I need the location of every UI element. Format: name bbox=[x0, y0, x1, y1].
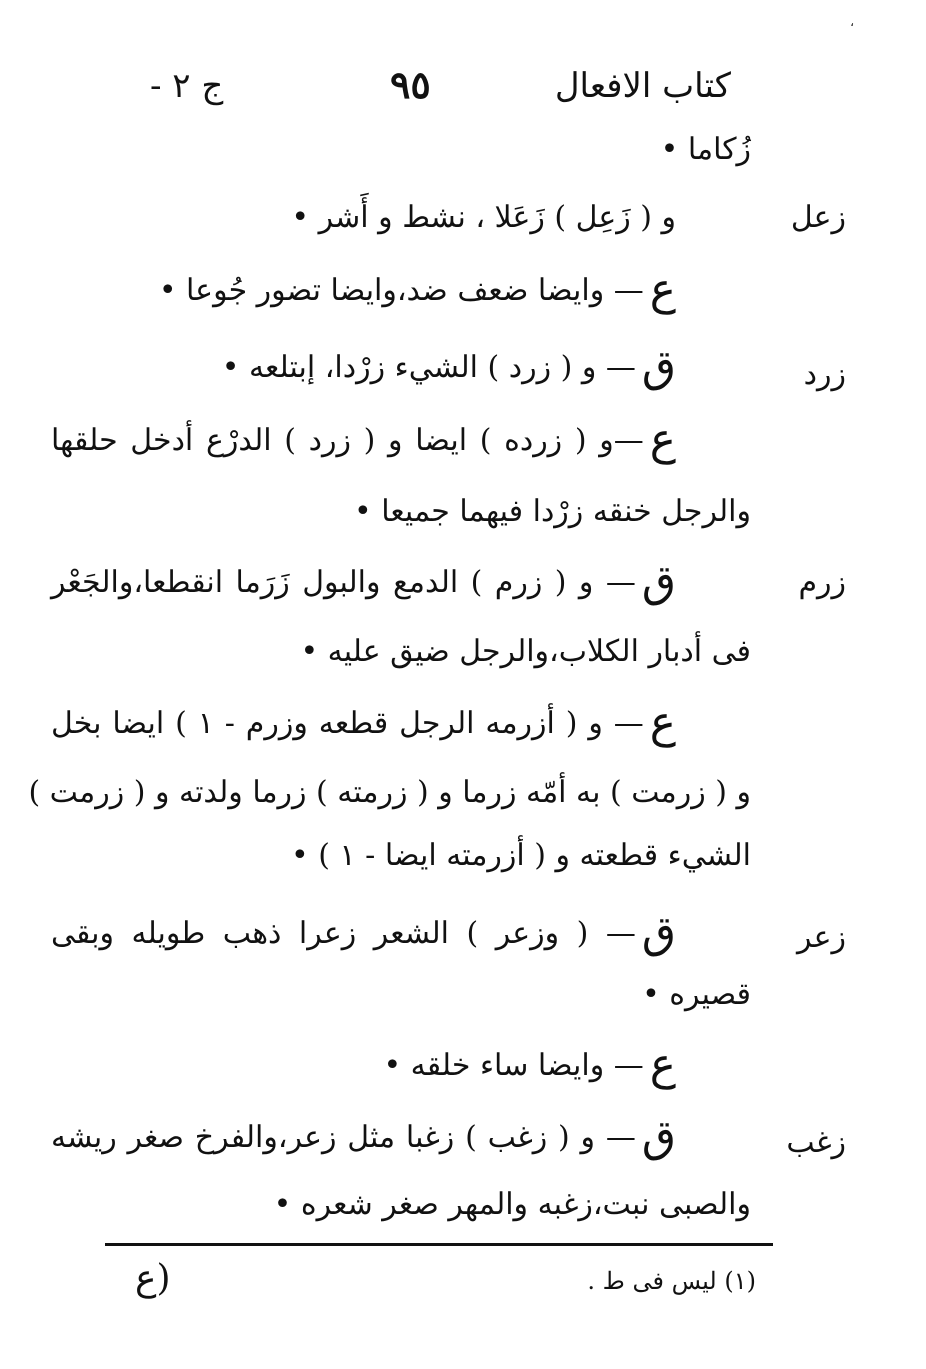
text-line bbox=[51, 556, 676, 607]
line-text: — و ( زرم ) الدمع والبول زَرَما انقطعا،والجَعْر bbox=[51, 565, 636, 600]
text-line bbox=[46, 264, 676, 315]
line-text: و ( زرمت ) به أمّه زرما و ( زرمته ) زرما ولدته و ( زرمت ) bbox=[28, 775, 751, 810]
root-word-zard: زرد bbox=[803, 357, 846, 392]
line-text: و ( زَعِل ) زَعَلا ، نشط و أَشر • bbox=[291, 200, 676, 235]
ain-marker: ع bbox=[649, 1039, 676, 1090]
text-line bbox=[51, 907, 676, 958]
root-word-zaal: زعل bbox=[790, 200, 846, 235]
text-line bbox=[121, 492, 751, 532]
root-word-zarm: زرم bbox=[798, 565, 846, 600]
text-line bbox=[121, 836, 751, 876]
ain-marker: ع bbox=[649, 264, 676, 315]
text-line bbox=[51, 697, 677, 748]
line-text: زُكاما • bbox=[660, 132, 751, 167]
footnote: (١) ليس فى ط . bbox=[587, 1267, 756, 1295]
line-text: — و ( أزرمه الرجل قطعه وزرم - ١ ) ايضا بخل bbox=[51, 706, 644, 741]
line-text: — ( وزعر ) الشعر زعرا ذهب طويله وبقى bbox=[51, 916, 636, 951]
text-line bbox=[46, 1039, 676, 1090]
qaf-marker: ق bbox=[641, 341, 676, 392]
text-line bbox=[46, 341, 676, 392]
line-text: والصبى نبت،زغبه والمهر صغر شعره • bbox=[273, 1187, 751, 1222]
page-number: ٩٥ bbox=[390, 62, 431, 107]
stray-mark: ، bbox=[850, 15, 854, 29]
line-text: — و ( زغب ) زغبا مثل زعر،والفرخ صغر ريشه bbox=[51, 1120, 636, 1155]
line-text: — وايضا ضعف ضد،وايضا تضور جُوعا • bbox=[158, 273, 644, 308]
line-text: —و ( زرده ) ايضا و ( زرد ) الدرْع أدخل حلقها bbox=[51, 423, 644, 458]
text-line bbox=[51, 414, 676, 465]
ain-marker: ع bbox=[649, 414, 676, 465]
ain-marker: ع bbox=[649, 697, 677, 748]
text-line bbox=[121, 1185, 751, 1225]
line-text: — و ( زرد ) الشيء زرْدا، إبتلعه • bbox=[221, 350, 636, 385]
text-line bbox=[121, 632, 751, 672]
root-word-zaghab: زغب bbox=[786, 1125, 846, 1160]
line-text: فى أدبار الكلاب،والرجل ضيق عليه • bbox=[300, 634, 751, 669]
line-text: — وايضا ساء خلقه • bbox=[383, 1048, 644, 1083]
qaf-marker: ق bbox=[641, 907, 676, 958]
qaf-marker: ق bbox=[641, 556, 676, 607]
line-text: قصيره • bbox=[642, 977, 751, 1012]
text-line bbox=[28, 773, 751, 813]
line-text: الشيء قطعته و ( أزرمته ايضا - ١ ) • bbox=[291, 838, 751, 873]
footnote-rule bbox=[105, 1243, 773, 1246]
root-word-zaar: زعر bbox=[797, 920, 846, 955]
running-head bbox=[0, 62, 926, 122]
signature-mark: (ع bbox=[135, 1258, 171, 1299]
qaf-marker: ق bbox=[641, 1111, 676, 1162]
book-title: كتاب الافعال bbox=[554, 66, 731, 106]
text-line bbox=[121, 975, 751, 1015]
text-line bbox=[51, 1111, 676, 1162]
volume-label: ج ٢ - bbox=[150, 66, 224, 106]
text-line bbox=[121, 130, 751, 170]
text-line bbox=[46, 198, 676, 238]
line-text: والرجل خنقه زرْدا فيهما جميعا • bbox=[354, 494, 751, 529]
